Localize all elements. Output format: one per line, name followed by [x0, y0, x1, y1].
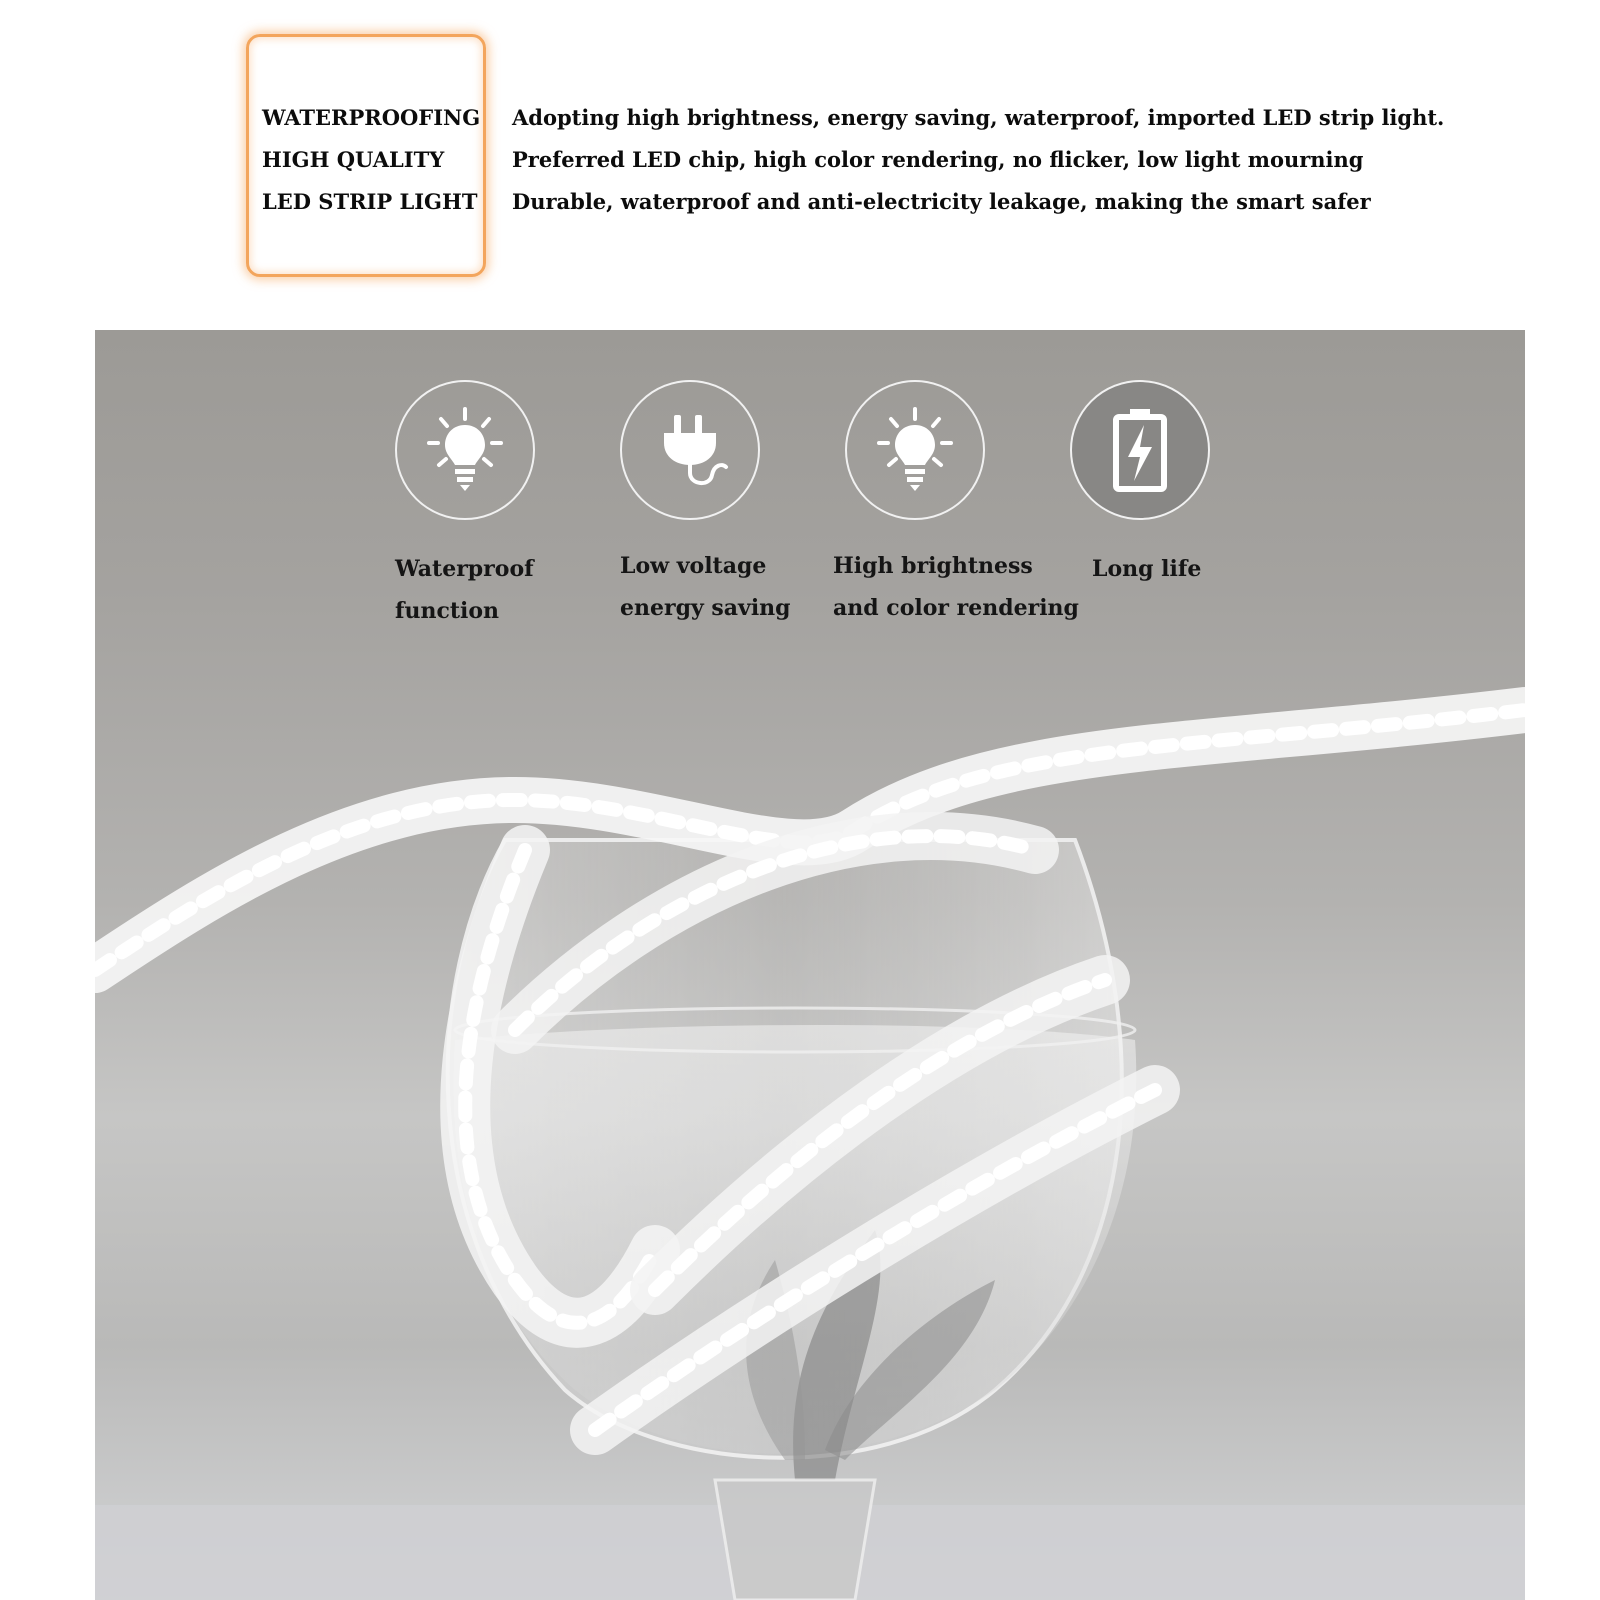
- glass-bowl: [448, 840, 1137, 1600]
- light-bulb-icon: [425, 405, 505, 495]
- spec-value: Preferred LED chip, high color rendering, no flicker, low light mourning: [512, 146, 1364, 172]
- spec-list: [262, 96, 1444, 222]
- feature-icon-circle: [620, 380, 760, 520]
- spec-key: LED STRIP LIGHT: [262, 188, 478, 214]
- spec-key: WATERPROOFING: [262, 104, 481, 130]
- feature-label: High brightness and color rendering: [833, 553, 1079, 621]
- spec-row: [262, 138, 1444, 180]
- spec-row: [262, 180, 1444, 222]
- feature-row: [95, 330, 1525, 650]
- light-bulb-icon: [875, 405, 955, 495]
- feature-low-voltage: [620, 380, 860, 629]
- feature-label: Long life: [1092, 556, 1202, 582]
- spec-row: [262, 96, 1444, 138]
- feature-high-brightness: [833, 380, 1085, 629]
- feature-waterproof: [395, 380, 635, 632]
- spec-value: Adopting high brightness, energy saving, waterproof, imported LED strip light.: [512, 104, 1445, 130]
- feature-icon-circle: [845, 380, 985, 520]
- feature-long-life: [1070, 380, 1310, 590]
- feature-icon-circle: [395, 380, 535, 520]
- power-plug-icon: [650, 405, 730, 495]
- feature-icon-circle: [1070, 380, 1210, 520]
- spec-key: HIGH QUALITY: [262, 146, 445, 172]
- product-photo: [95, 330, 1525, 1600]
- battery-charge-icon: [1110, 405, 1170, 495]
- feature-label: Low voltage energy saving: [620, 553, 791, 621]
- feature-label: Waterproof function: [395, 556, 534, 624]
- spec-value: Durable, waterproof and anti-electricity leakage, making the smart safer: [512, 188, 1371, 214]
